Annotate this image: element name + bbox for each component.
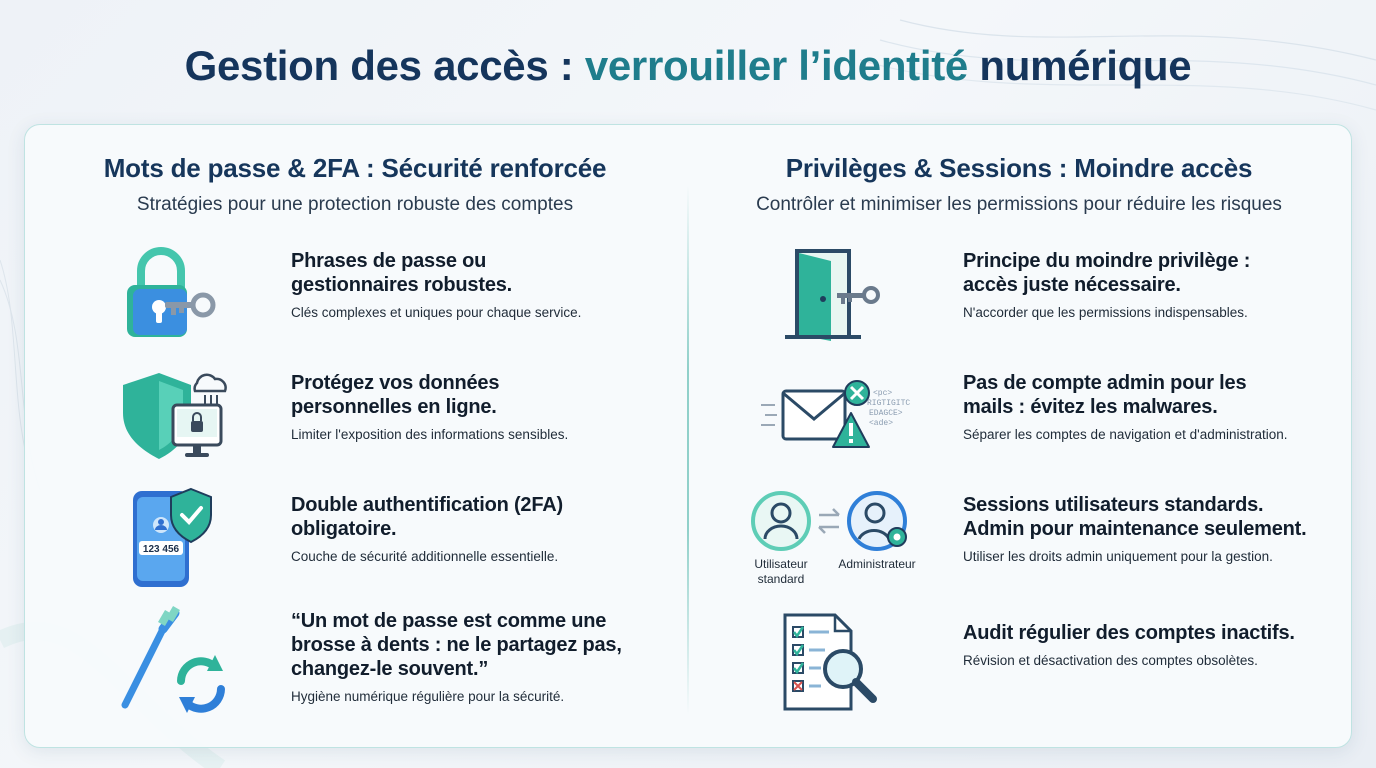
role-label-admin xyxy=(831,557,923,572)
right-column-header xyxy=(689,153,1349,216)
audit-checklist-magnifier-icon xyxy=(781,611,893,711)
item-title-line: brosse à dents : ne le partagez pas, xyxy=(291,634,622,656)
phone-code-text: 123 456 xyxy=(142,544,180,555)
shield-cloud-computer-icon xyxy=(119,365,231,465)
item-description: Couche de sécurité additionnelle essentielle. xyxy=(291,549,559,564)
role-label-admin-text: Administrateur xyxy=(838,557,916,571)
phone-2fa-shield-icon xyxy=(119,487,231,587)
item-title-line: Audit régulier des comptes inactifs. xyxy=(963,622,1295,644)
item-title-line: accès juste nécessaire. xyxy=(963,274,1181,296)
left-column-header xyxy=(25,153,685,216)
left-column-title: Mots de passe & 2FA : Sécurité renforcée xyxy=(103,153,607,183)
code-line: <pc> xyxy=(873,389,893,398)
item-title-line: Phrases de passe ou xyxy=(291,250,487,272)
item-title-line: Principe du moindre privilège : xyxy=(963,250,1251,272)
role-label-user xyxy=(747,557,815,587)
item-title-line: obligatoire. xyxy=(291,518,397,540)
user-admin-switch-icon xyxy=(747,487,917,557)
role-label-user-line: standard xyxy=(757,572,805,586)
code-line: EDAGCE> xyxy=(869,409,903,418)
item-title-line: mails : évitez les malwares. xyxy=(963,396,1218,418)
item-title-line: Double authentification (2FA) xyxy=(291,494,563,516)
door-key-icon xyxy=(771,243,883,343)
title-part-2: verrouiller l’identité xyxy=(584,42,968,89)
item-title-line: personnelles en ligne. xyxy=(291,396,497,418)
item-title-line: Sessions utilisateurs standards. xyxy=(963,494,1264,516)
padlock-key-icon xyxy=(119,243,231,343)
item-description: Hygiène numérique régulière pour la sécurité. xyxy=(291,689,565,704)
right-column-subtitle: Contrôler et minimiser les permissions pour réduire les risques xyxy=(756,194,1282,215)
code-line: RIGTIGITC xyxy=(867,399,911,408)
item-description: Utiliser les droits admin uniquement pour la gestion. xyxy=(963,549,1273,564)
title-part-3: numérique xyxy=(967,42,1192,89)
title-part-1: Gestion des accès : xyxy=(184,42,585,89)
role-label-user-line: Utilisateur xyxy=(754,557,808,571)
page-title xyxy=(0,42,1376,90)
right-column-title: Privilèges & Sessions : Moindre accès xyxy=(785,153,1253,183)
mail-warning-icon xyxy=(759,365,911,465)
item-description: N'accorder que les permissions indispensables. xyxy=(963,305,1248,320)
item-title-line: Admin pour maintenance seulement. xyxy=(963,518,1307,540)
item-title-line: gestionnaires robustes. xyxy=(291,274,513,296)
item-description: Clés complexes et uniques pour chaque service. xyxy=(291,305,582,320)
item-title-line: changez-le souvent.” xyxy=(291,658,489,680)
code-line: <ade> xyxy=(869,419,894,428)
item-description: Séparer les comptes de navigation et d'administration. xyxy=(963,427,1288,442)
item-description: Révision et désactivation des comptes obsolètes. xyxy=(963,653,1258,668)
item-title-line: “Un mot de passe est comme une xyxy=(291,610,607,632)
item-description: Limiter l'exposition des informations sensibles. xyxy=(291,427,569,442)
item-title-line: Pas de compte admin pour les xyxy=(963,372,1247,394)
left-column-subtitle: Stratégies pour une protection robuste des comptes xyxy=(136,194,574,215)
toothbrush-refresh-icon xyxy=(119,609,231,709)
item-title-line: Protégez vos données xyxy=(291,372,500,394)
content-panel xyxy=(24,124,1352,748)
